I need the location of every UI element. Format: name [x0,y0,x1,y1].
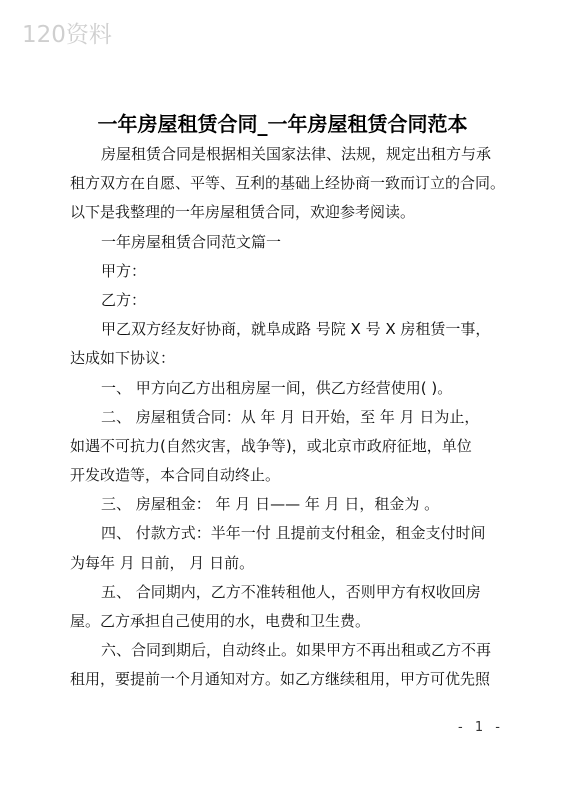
body-line: 四、 付款方式：半年一付 且提前支付租金，租金支付时间 [101,524,486,543]
body-line: 开发改造等，本合同自动终止。 [70,466,281,485]
body-line: 租方双方在自愿、平等、互利的基础上经协商一致而订立的合同。 [70,174,506,193]
body-line: 乙方： [101,290,147,309]
body-line: 二、 房屋租赁合同：从 年 月 日开始，至 年 月 日为止， [101,407,480,426]
body-line: 以下是我整理的一年房屋租赁合同，欢迎参考阅读。 [70,203,416,222]
body-line: 租用，要提前一个月通知对方。如乙方继续租用，甲方可优先照 [70,670,491,689]
document-body [70,140,506,695]
body-line: 一、 甲方向乙方出租房屋一间，供乙方经营使用( )。 [101,378,453,397]
body-line: 屋。乙方承担自己使用的水，电费和卫生费。 [70,612,371,630]
body-line: 甲乙双方经友好协商，就阜成路 号院 X 号 X 房租赁一事， [101,320,491,339]
body-line: 如遇不可抗力(自然灾害，战争等)，或北京市政府征地，单位 [70,436,472,455]
body-line: 达成如下协议： [70,349,176,368]
body-line: 三、 房屋租金： 年 月 日—— 年 月 日，租金为 。 [101,495,440,514]
body-line: 为每年 月 日前， 月 日前。 [70,553,255,572]
page-number: - 1 - [458,720,504,735]
body-line: 一年房屋租赁合同范文篇一 [101,232,282,251]
body-line: 房屋租赁合同是根据相关国家法律、法规，规定出租方与承 [101,145,492,163]
body-line: 五、 合同期内，乙方不准转租他人，否则甲方有权收回房 [101,582,481,601]
watermark: 120资料 [22,22,112,48]
body-line: 甲方： [101,261,147,280]
document-title: 一年房屋租赁合同_一年房屋租赁合同范本 [97,112,468,136]
body-line: 六、合同到期后，自动终止。如果甲方不再出租或乙方不再 [101,641,492,660]
